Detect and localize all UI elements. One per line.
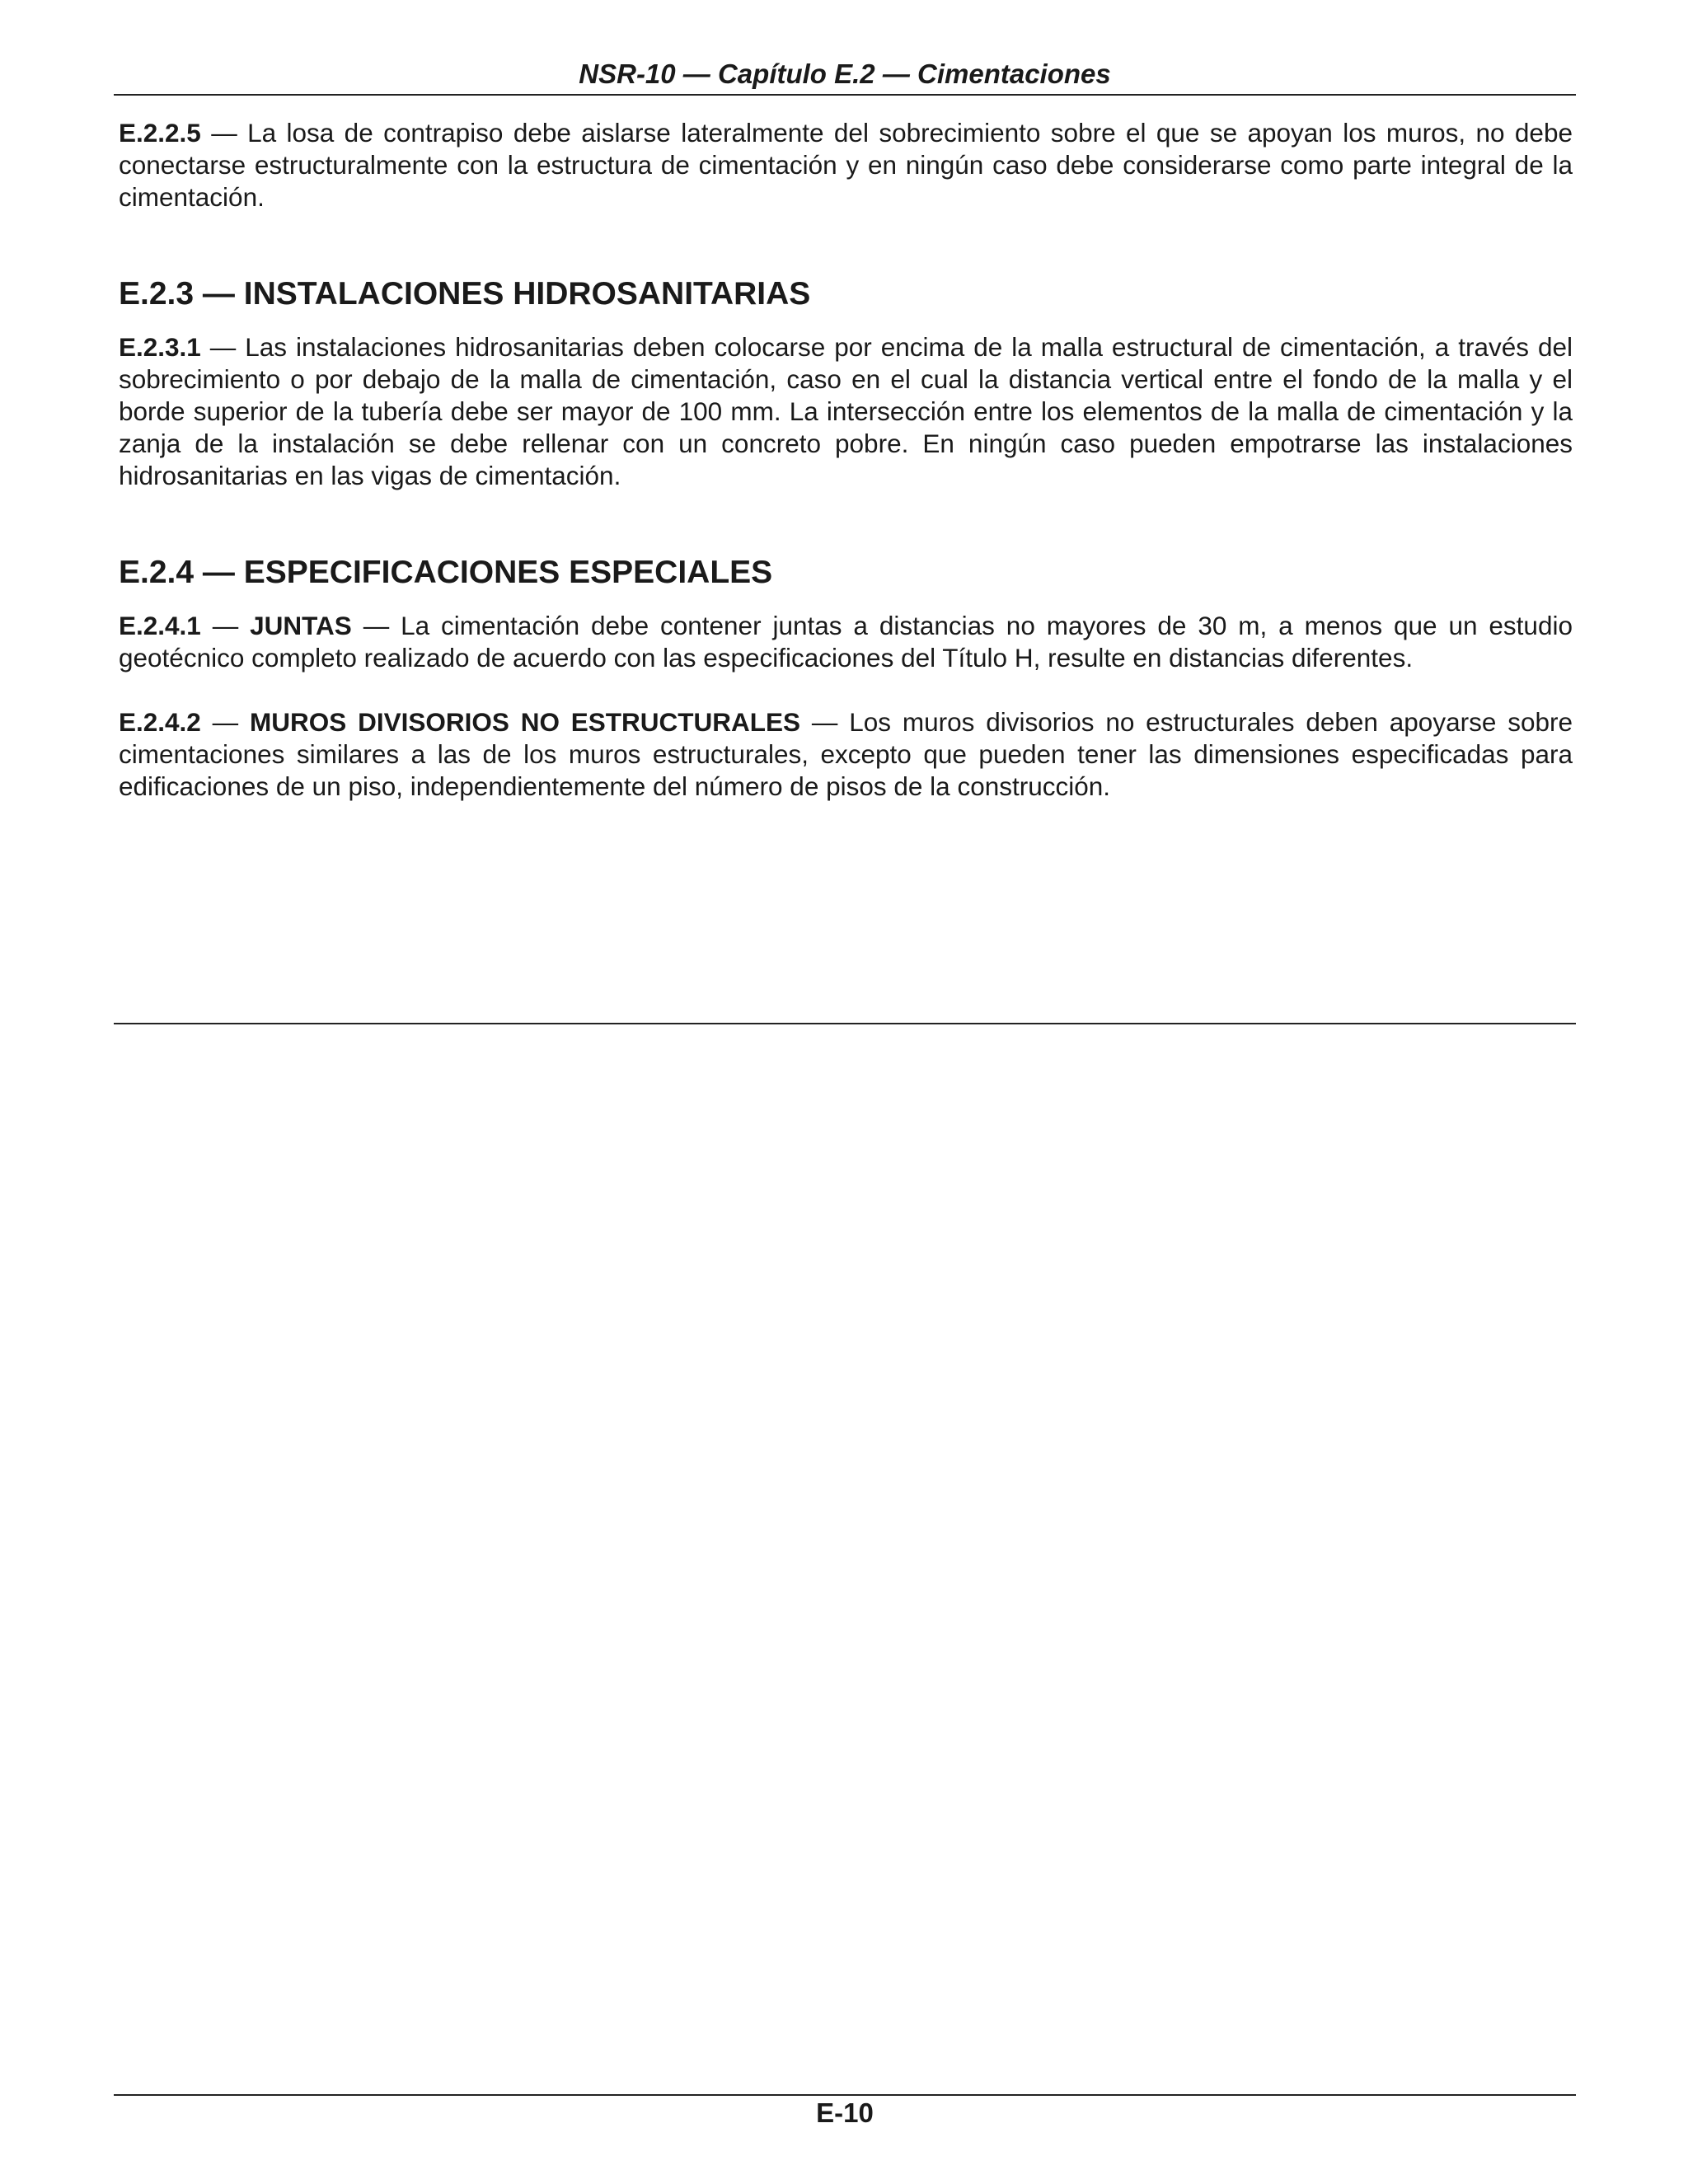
clause-number: E.2.3.1 [119, 332, 201, 362]
running-header: NSR-10 — Capítulo E.2 — Cimentaciones [579, 59, 1111, 89]
page-number: E-10 [816, 2097, 874, 2128]
clause-title: MUROS DIVISORIOS NO ESTRUCTURALES [250, 707, 801, 737]
paragraph-e231 [119, 331, 1573, 492]
section-heading-e24: E.2.4 — ESPECIFICACIONES ESPECIALES [119, 555, 773, 590]
clause-separator: — [200, 611, 251, 640]
paragraph-e225 [119, 117, 1573, 213]
header-rule [114, 94, 1576, 96]
clause-text: — La cimentación debe contener juntas a distancias no mayores de 30 m, a menos que un estudio geotécnico completo realizado de acuerdo con las especificaciones del Título H, resulte en distancias diferentes. [119, 611, 1573, 673]
content-end-rule [114, 1023, 1576, 1024]
paragraph-e242 [119, 706, 1573, 803]
page-content [119, 117, 1573, 803]
clause-number: E.2.4.1 [119, 611, 201, 640]
paragraph-e241 [119, 610, 1573, 674]
clause-separator: — [200, 707, 250, 737]
clause-title: JUNTAS [250, 611, 352, 640]
clause-text: — Las instalaciones hidrosanitarias deben colocarse por encima de la malla estructural de cimentación, a través del sobrecimiento o por debajo de la malla de cimentación, caso en el cual la distancia vertical entre el fondo de la malla y el borde superior de la tubería debe ser mayor de 100 mm. La intersección entre los elementos de la malla de cimentación y la zanja de la instalación se debe rellenar con un concreto pobre. En ningún caso pueden empotrarse las instalaciones hidrosanitarias en las vigas de cimentación. [119, 332, 1573, 490]
section-heading-e23: E.2.3 — INSTALACIONES HIDROSANITARIAS [119, 276, 811, 312]
clause-number: E.2.4.2 [119, 707, 201, 737]
clause-text: — La losa de contrapiso debe aislarse lateralmente del sobrecimiento sobre el que se apoyan los muros, no debe conectarse estructuralmente con la estructura de cimentación y en ningún caso debe considerarse como parte integral de la cimentación. [119, 118, 1573, 212]
clause-text: — Los muros divisorios no estructurales deben apoyarse sobre cimentaciones similares a las de los muros estructurales, excepto que pueden tener las dimensiones especificadas para edificaciones de un piso, independientemente del número de pisos de la construcción. [119, 707, 1573, 801]
clause-number: E.2.2.5 [119, 118, 201, 148]
